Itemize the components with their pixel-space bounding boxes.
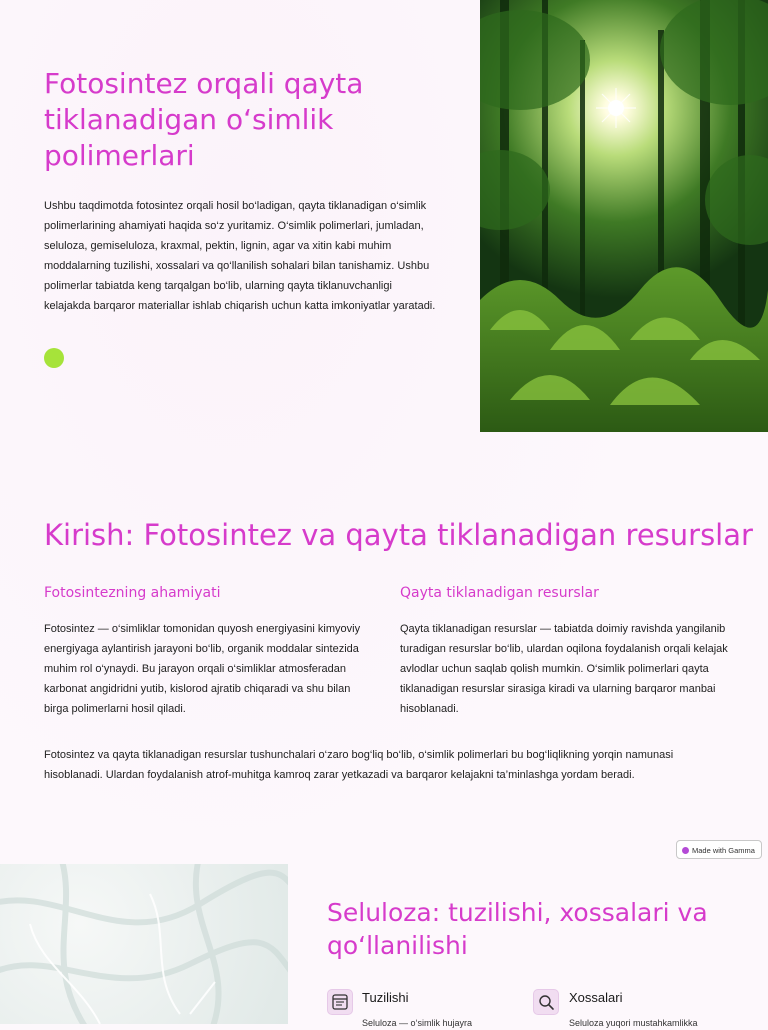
slide1-body: Ushbu taqdimotda fotosintez orqali hosil bo‘ladigan, qayta tiklanadigan o‘simlik polimerlarining ahamiyati haqida so‘z yuritamiz. O‘simlik polimerlari, jumladan, seluloza, gemiseluloza, kraxmal, pektin, lignin, agar va xitin kabi muhim moddalarning tuzilishi, xossalari va qo‘llanilish sohalari bilan tanishamiz. Ushbu polimerlar tabiatda keng tarqalgan bo‘lib, ularning qayta tiklanuvchanligi kelajakda barqaror materiallar ishlab chiqarish uchun katta imkoniyatlar yaratadi. (44, 200, 436, 312)
structure-text: Seluloza — o‘simlik hujayra (362, 1018, 473, 1028)
renewable-resources-text: Qayta tiklanadigan resurslar — tabiatda doimiy ravishda yangilanib turadigan resurslar bo‘lib, ulardan oqilona foydalanish orqali kelajak avlodlar uchun saqlab qolish mumkin. O‘simlik polimerlari qayta tiklanadigan resurslar sirasiga kiradi va ularning barqaror manbai hisoblanadi. (400, 623, 728, 715)
badge-label: Made with Gamma (692, 846, 755, 855)
slide3-title: Seluloza: tuzilishi, xossalari va qo‘llanilishi (327, 898, 708, 960)
structure-heading: Tuzilishi (362, 990, 409, 1005)
magnifier-icon (533, 989, 559, 1015)
fiber-illustration (0, 864, 288, 1024)
forest-image (480, 0, 768, 432)
photosynthesis-text: Fotosintez — o‘simliklar tomonidan quyosh energiyasini kimyoviy energiyaga aylantirish jarayoni bo‘lib, organik moddalar sintezida muhim rol o‘ynaydi. Bu jarayon orqali o‘simliklar atmosferadan karbonat angidridni yutib, kislorod ajratib chiqaradi va shu bilan birga polimerlarni hosil qiladi. (44, 623, 361, 715)
slide1-title: Fotosintez orqali qayta tiklanadigan o‘simlik polimerlari (44, 67, 364, 172)
cellulose-fiber-image (0, 864, 288, 1024)
accent-dot (44, 348, 64, 368)
document-list-icon (327, 989, 353, 1015)
made-with-gamma-badge[interactable] (676, 840, 762, 859)
properties-heading: Xossalari (569, 990, 623, 1005)
renewable-resources-heading: Qayta tiklanadigan resurslar (400, 585, 599, 601)
properties-text: Seluloza yuqori mustahkamlikka (569, 1018, 698, 1028)
forest-illustration (480, 0, 768, 432)
slide2-title: Kirish: Fotosintez va qayta tiklanadigan resurslar (44, 518, 753, 552)
photosynthesis-heading: Fotosintezning ahamiyati (44, 585, 221, 601)
slide2-summary: Fotosintez va qayta tiklanadigan resurslar tushunchalari o‘zaro bog‘liq bo‘lib, o‘simlik polimerlari bu bog‘liqlikning yorqin namunasi hisoblanadi. Ulardan foydalanish atrof-muhitga kamroq zarar yetkazadi va barqaror kelajakni ta’minlashga yordam beradi. (44, 749, 674, 781)
gamma-logo-icon (682, 847, 689, 854)
